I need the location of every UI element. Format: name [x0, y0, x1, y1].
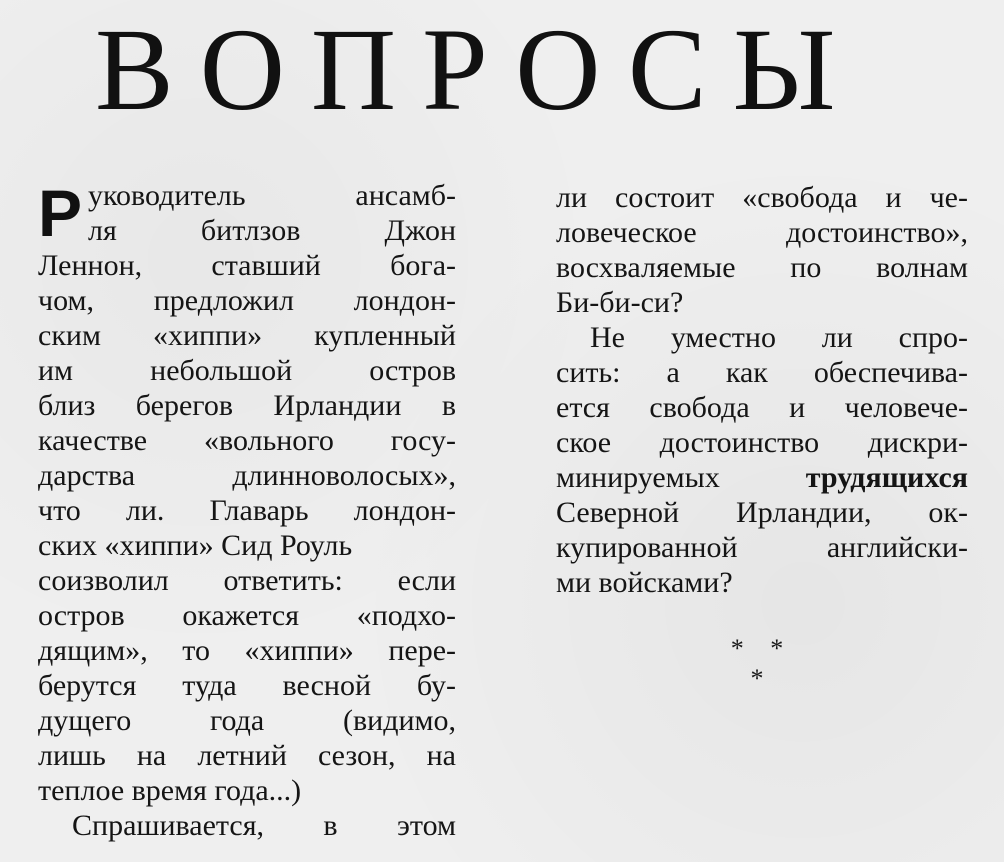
section-separator: * * *: [730, 634, 794, 693]
article-column-left: [38, 178, 456, 843]
text-line: сить: а как обеспечива-: [556, 356, 968, 389]
text-line: [556, 460, 968, 495]
text-line: что ли. Главарь лондон-: [38, 494, 456, 527]
text-line: лишь на летний сезон, на: [38, 739, 456, 772]
text-line: ля битлзов Джон: [88, 214, 456, 247]
article-column-right: [556, 180, 968, 600]
drop-cap: Р: [38, 176, 83, 250]
text-line: качестве «вольного госу-: [38, 424, 456, 457]
text-line: соизволил ответить: если: [38, 564, 456, 597]
text-line: восхваляемые по волнам: [556, 251, 968, 284]
text-line: Леннон, ставший бога-: [38, 249, 456, 282]
text-line: Спрашивается, в этом: [72, 809, 456, 842]
page-title: ВОПРОСЫ: [95, 4, 862, 135]
text-line: дущего года (видимо,: [38, 704, 456, 737]
bold-word: трудящихся: [805, 461, 968, 494]
text-line: остров окажется «подхо-: [38, 599, 456, 632]
text-line: чом, предложил лондон-: [38, 284, 456, 317]
text-segment: минируемых: [556, 461, 806, 494]
text-line: близ берегов Ирландии в: [38, 389, 456, 422]
text-line: уководитель ансамб-: [88, 179, 456, 212]
text-line: ских «хиппи» Сид Роуль: [38, 529, 353, 562]
text-line: ловеческое достоинство»,: [556, 216, 968, 249]
text-line: Би-би-си?: [556, 286, 684, 319]
text-line: Не уместно ли спро-: [590, 321, 968, 354]
text-line: Северной Ирландии, ок-: [556, 496, 968, 529]
text-line: ли состоит «свобода и че-: [556, 181, 968, 214]
text-line: ми войсками?: [556, 566, 733, 599]
text-line: дарства длинноволосых»,: [38, 459, 456, 492]
text-line: теплое время года...): [38, 774, 302, 807]
text-line: ется свобода и человече-: [556, 391, 968, 424]
text-line: ское достоинство дискри-: [556, 426, 968, 459]
text-line: купированной английски-: [556, 531, 968, 564]
text-line: ским «хиппи» купленный: [38, 319, 456, 352]
text-line: дящим», то «хиппи» пере-: [38, 634, 456, 667]
text-line: берутся туда весной бу-: [38, 669, 456, 702]
text-line: им небольшой остров: [38, 354, 456, 387]
